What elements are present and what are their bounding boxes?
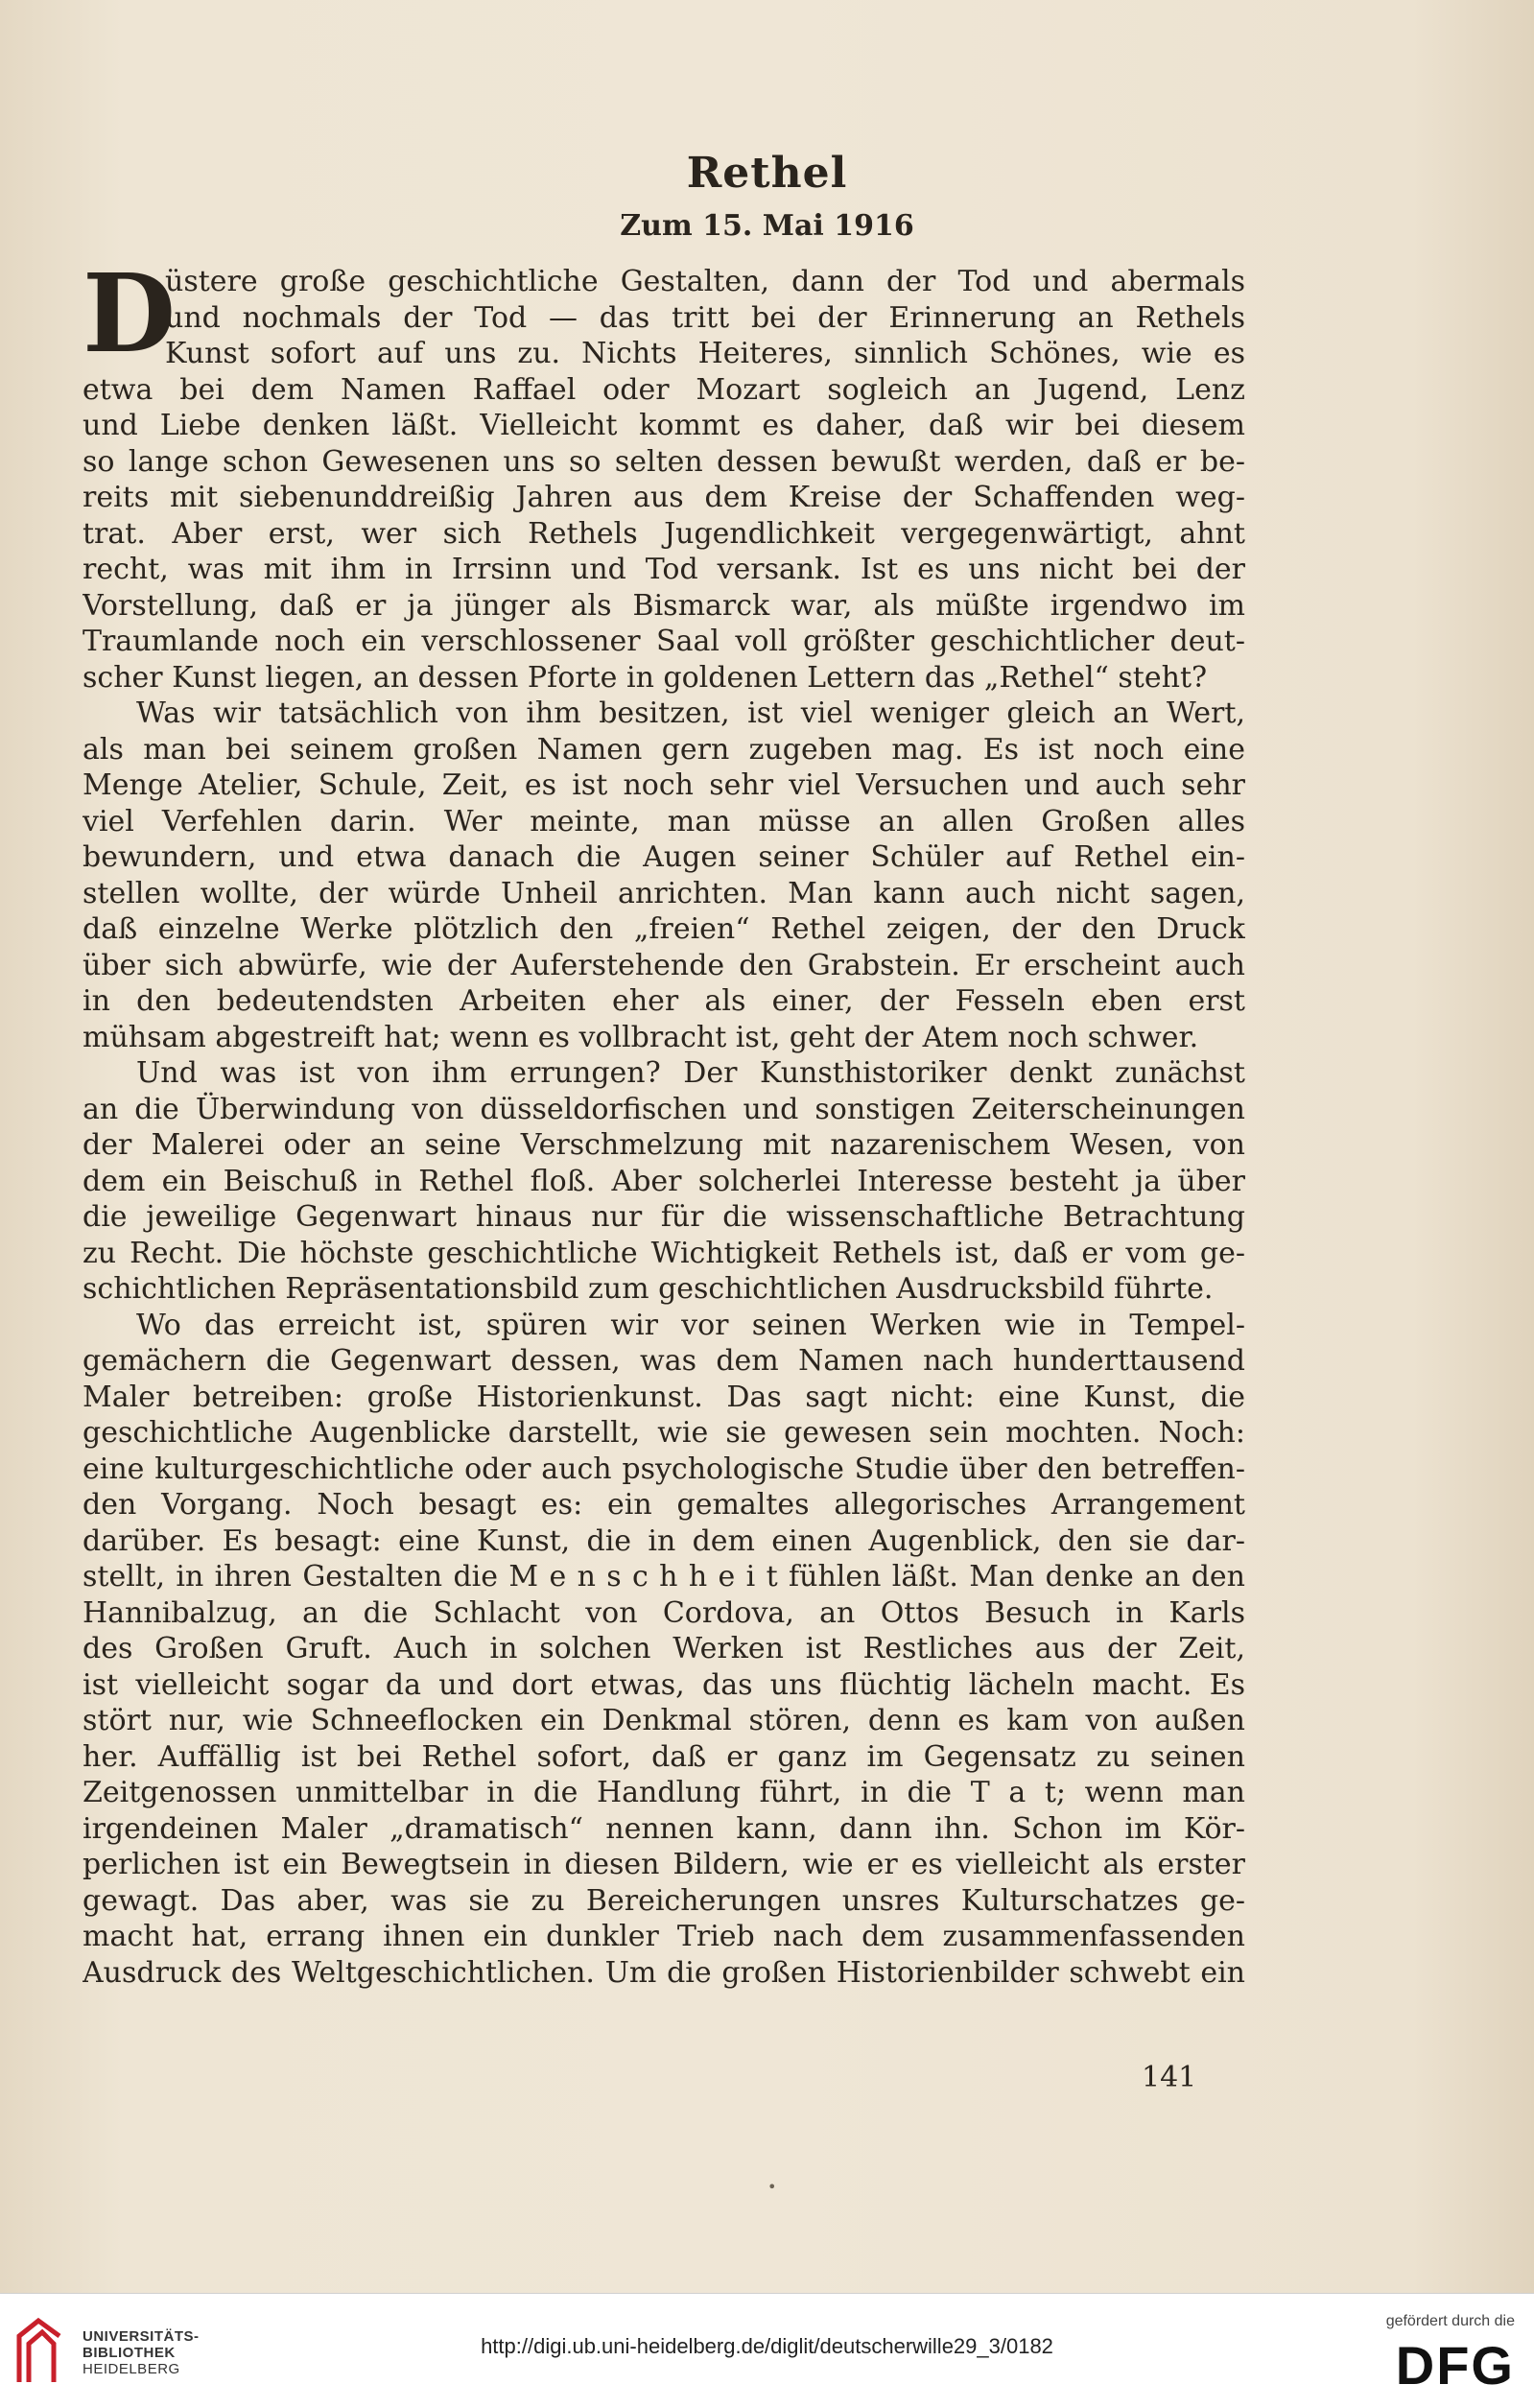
text-line: des Großen Gruft. Auch in solchen Werken ist Restliches aus der Zeit, <box>83 1632 1245 1665</box>
text-line: Hannibalzug, an die Schlacht von Cordova, an Ottos Besuch in Karls <box>83 1595 1245 1630</box>
library-name-line3: HEIDELBERG <box>83 2361 180 2377</box>
text-line: daß einzelne Werke plötzlich den „freien“ Rethel zeigen, der den Druck <box>83 912 1245 946</box>
drop-cap: D <box>83 251 177 377</box>
text-line: bewundern, und etwa danach die Augen seiner Schüler auf Rethel ein- <box>83 840 1245 874</box>
text-line: reits mit siebenunddreißig Jahren aus dem Kreise der Schaffenden weg- <box>83 481 1245 514</box>
text-line: Vorstellung, daß er ja jünger als Bismarck war, als müßte irgendwo im <box>83 588 1245 623</box>
text-line: und Liebe denken läßt. Vielleicht kommt es daher, daß wir bei diesem <box>83 409 1245 442</box>
text-line: Und was ist von ihm errungen? Der Kunsthistoriker denkt zunächst <box>136 1056 1245 1090</box>
library-name-line1: UNIVERSITÄTS- <box>83 2328 200 2345</box>
text-line: gewagt. Das aber, was sie zu Bereicherungen unsres Kulturschatzes ge- <box>83 1883 1245 1918</box>
text-line: den Vorgang. Noch besagt es: ein gemaltes allegorisches Arrangement <box>83 1488 1245 1522</box>
text-line: Traumlande noch ein verschlossener Saal voll größter geschichtlicher deut- <box>83 625 1245 658</box>
text-line: zu Recht. Die höchste geschichtliche Wichtigkeit Rethels ist, daß er vom ge- <box>83 1236 1245 1270</box>
article-subtitle: Zum 15. Mai 1916 <box>620 209 914 243</box>
text-line: scher Kunst liegen, an dessen Pforte in goldenen Lettern das „Rethel“ steht? <box>83 660 1208 695</box>
text-line: Zeitgenossen unmittelbar in die Handlung führt, in die T a t; wenn man <box>83 1776 1245 1809</box>
text-line: eine kulturgeschichtliche oder auch psychologische Studie über den betreffen- <box>83 1452 1245 1486</box>
text-line: Ausdruck des Weltgeschichtlichen. Um die großen Historienbilder schwebt ein <box>83 1955 1245 1990</box>
article-body <box>83 264 1245 1991</box>
text-line: dem ein Beischuß in Rethel floß. Aber solcherlei Interesse besteht ja über <box>83 1164 1245 1198</box>
text-line: Was wir tatsächlich von ihm besitzen, ist viel weniger gleich an Wert, <box>136 696 1245 730</box>
text-line: etwa bei dem Namen Raffael oder Mozart sogleich an Jugend, Lenz <box>83 372 1245 407</box>
library-name-line2: BIBLIOTHEK <box>83 2345 176 2361</box>
viewer-footer <box>0 2293 1534 2408</box>
text-line: geschichtliche Augenblicke darstellt, wie sie gewesen sein mochten. Noch: <box>83 1416 1245 1450</box>
text-line: irgendeinen Maler „dramatisch“ nennen kann, dann ihn. Schon im Kör- <box>83 1811 1245 1846</box>
text-line: stellen wollte, der würde Unheil anrichten. Man kann auch nicht sagen, <box>83 876 1245 910</box>
page-number: 141 <box>1142 2061 1197 2094</box>
permalink-url[interactable]: http://digi.ub.uni-heidelberg.de/diglit/deutscherwille29_3/0182 <box>481 2334 1053 2358</box>
text-line: darüber. Es besagt: eine Kunst, die in dem einen Augenblick, den sie dar- <box>83 1523 1245 1558</box>
text-line: Menge Atelier, Schule, Zeit, es ist noch sehr viel Versuchen und auch sehr <box>83 768 1245 802</box>
article-title: Rethel <box>686 149 848 198</box>
text-line: recht, was mit ihm in Irrsinn und Tod versank. Ist es uns nicht bei der <box>83 553 1245 586</box>
text-line: in den bedeutendsten Arbeiten eher als einer, der Fesseln eben erst <box>83 984 1245 1018</box>
text-line: der Malerei oder an seine Verschmelzung mit nazarenischem Wesen, von <box>83 1128 1245 1162</box>
text-line: als man bei seinem großen Namen gern zugeben mag. Es ist noch eine <box>83 732 1245 767</box>
text-line: mühsam abgestreift hat; wenn es vollbracht ist, geht der Atem noch schwer. <box>83 1020 1199 1054</box>
text-line: Maler betreiben: große Historienkunst. Das sagt nicht: eine Kunst, die <box>83 1380 1245 1414</box>
text-line: und nochmals der Tod — das tritt bei der Erinnerung an Rethels <box>165 300 1245 335</box>
text-line: so lange schon Gewesenen uns so selten dessen bewußt werden, daß er be- <box>83 444 1245 479</box>
scan-speck: • <box>767 2178 777 2196</box>
text-line: üstere große geschichtliche Gestalten, dann der Tod und abermals <box>165 265 1245 298</box>
text-line: gemächern die Gegenwart dessen, was dem Namen nach hunderttausend <box>83 1344 1245 1378</box>
text-line: über sich abwürfe, wie der Auferstehende den Grabstein. Er erscheint auch <box>83 948 1245 982</box>
text-line: schichtlichen Repräsentationsbild zum geschichtlichen Ausdrucksbild führte. <box>83 1272 1214 1306</box>
text-line: stört nur, wie Schneeflocken ein Denkmal stören, denn es kam von außen <box>83 1704 1245 1737</box>
text-line: her. Auffällig ist bei Rethel sofort, daß er ganz im Gegensatz zu seinen <box>83 1739 1245 1774</box>
funding-note: gefördert durch die <box>1385 2313 1515 2329</box>
dfg-logo: DFG <box>1395 2335 1515 2396</box>
text-line: viel Verfehlen darin. Wer meinte, man müsse an allen Großen alles <box>83 804 1245 838</box>
text-line: ist vielleicht sogar da und dort etwas, das uns flüchtig lächeln macht. Es <box>83 1667 1245 1702</box>
text-line: stellt, in ihren Gestalten die M e n s c h h e i t fühlen läßt. Man denke an den <box>83 1560 1245 1594</box>
text-line: die jeweilige Gegenwart hinaus nur für die wissenschaftliche Betrachtung <box>83 1200 1245 1234</box>
text-line: an die Überwindung von düsseldorfischen und sonstigen Zeiterscheinungen <box>83 1092 1245 1126</box>
text-line: macht hat, errang ihnen ein dunkler Trieb nach dem zusammenfassenden <box>83 1920 1245 1953</box>
text-line: Wo das erreicht ist, spüren wir vor seinen Werken wie in Tempel- <box>136 1308 1245 1342</box>
text-line: perlichen ist ein Bewegtsein in diesen Bildern, wie er es vielleicht als erster <box>83 1848 1245 1881</box>
text-line: trat. Aber erst, wer sich Rethels Jugendlichkeit vergegenwärtigt, ahnt <box>83 516 1245 551</box>
text-line: Kunst sofort auf uns zu. Nichts Heiteres, sinnlich Schönes, wie es <box>165 337 1245 370</box>
